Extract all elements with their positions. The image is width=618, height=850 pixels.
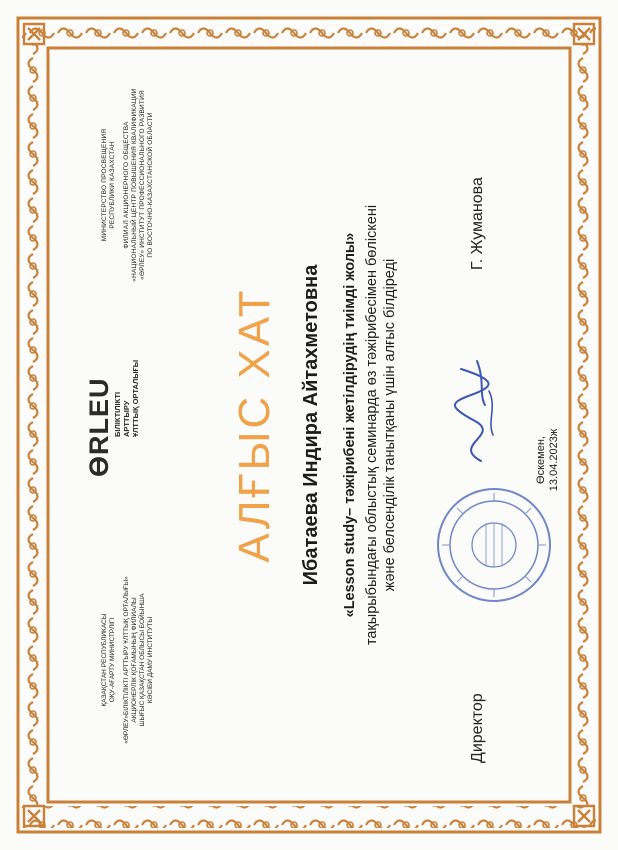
director-signature	[441, 355, 511, 465]
certificate-title: АЛҒЫС ХАТ	[230, 287, 279, 563]
logo-subtitle-line: ҰЛТТЫҚ ОРТАЛЫҒЫ	[131, 359, 140, 437]
ministry-ru-line: МИНИСТЕРСТВО ПРОСВЕЩЕНИЯ	[101, 128, 108, 242]
branch-kz-line: ШЫҒЫС ҚАЗАҚСТАН ОБЛЫСЫ БОЙЫНША	[139, 593, 146, 727]
seminar-topic: «Lesson study– тәжірибені жетілдірудің тиімді жолы»	[342, 232, 358, 618]
issue-date: 13.04.2023ж	[548, 428, 560, 492]
branch-kz-line: «ӨРЛЕУ»БІЛІКТІЛІКТІ АРТТЫРУ ҰЛТТЫҚ ОРТАЛЫҒЫ»	[123, 576, 130, 744]
city-name: Өскемен,	[535, 436, 547, 484]
branch-ru-line: ПО ВОСТОЧНО-КАЗАХСТАНСКОЙ ОБЛАСТИ	[147, 112, 154, 258]
russian-header	[101, 85, 155, 285]
director-label: Директор	[469, 693, 486, 763]
branch-kz-line: АКЦИОНЕРЛІК ҚОҒАМЫНЫҢ ФИЛИАЛЫ	[131, 597, 138, 723]
branch-kz-line: КӘСІБИ ДАМУ ИНСТИТУТЫ	[147, 616, 154, 704]
recipient-name: Ибатаева Индира Айтахметовна	[300, 264, 322, 586]
signer-name: Г. Жуманова	[469, 177, 486, 270]
logo-subtitle-line: БІЛІКТІЛІКТІ АРТТЫРУ	[113, 391, 131, 437]
branch-ru-line: ФИЛИАЛ АКЦИОНЕРНОГО ОБЩЕСТВА	[123, 121, 130, 249]
ministry-kz-line: ОҚУ-АҒАРТУ МИНИСТРЛІГІ	[109, 617, 116, 703]
ministry-kz-line: ҚАЗАҚСТАН РЕСПУБЛИКАСЫ	[101, 613, 108, 707]
place-date	[535, 400, 561, 520]
body-text-line: тақырыбындағы облыстық семинарда өз тәжірибесімен бөліскені	[364, 204, 380, 646]
branch-ru-line: «НАЦИОНАЛЬНЫЙ ЦЕНТР ПОВЫШЕНИЯ КВАЛИФИКАЦИИ	[131, 88, 138, 282]
kazakh-header	[101, 545, 155, 775]
body-text-line: және белсенділік танытқаны үшін алғыс білдіреді	[382, 258, 398, 592]
ministry-ru-line: РЕСПУБЛИКИ КАЗАХСТАН	[109, 141, 116, 229]
branch-ru-line: «ӨРЛЕУ» ИНСТИТУТ ПРОФЕССИОНАЛЬНОГО РАЗВИТИЯ	[139, 90, 146, 280]
logo-wordmark: ӨRLEU	[84, 377, 114, 477]
orleu-logo	[85, 357, 140, 477]
certificate-content	[49, 45, 569, 805]
